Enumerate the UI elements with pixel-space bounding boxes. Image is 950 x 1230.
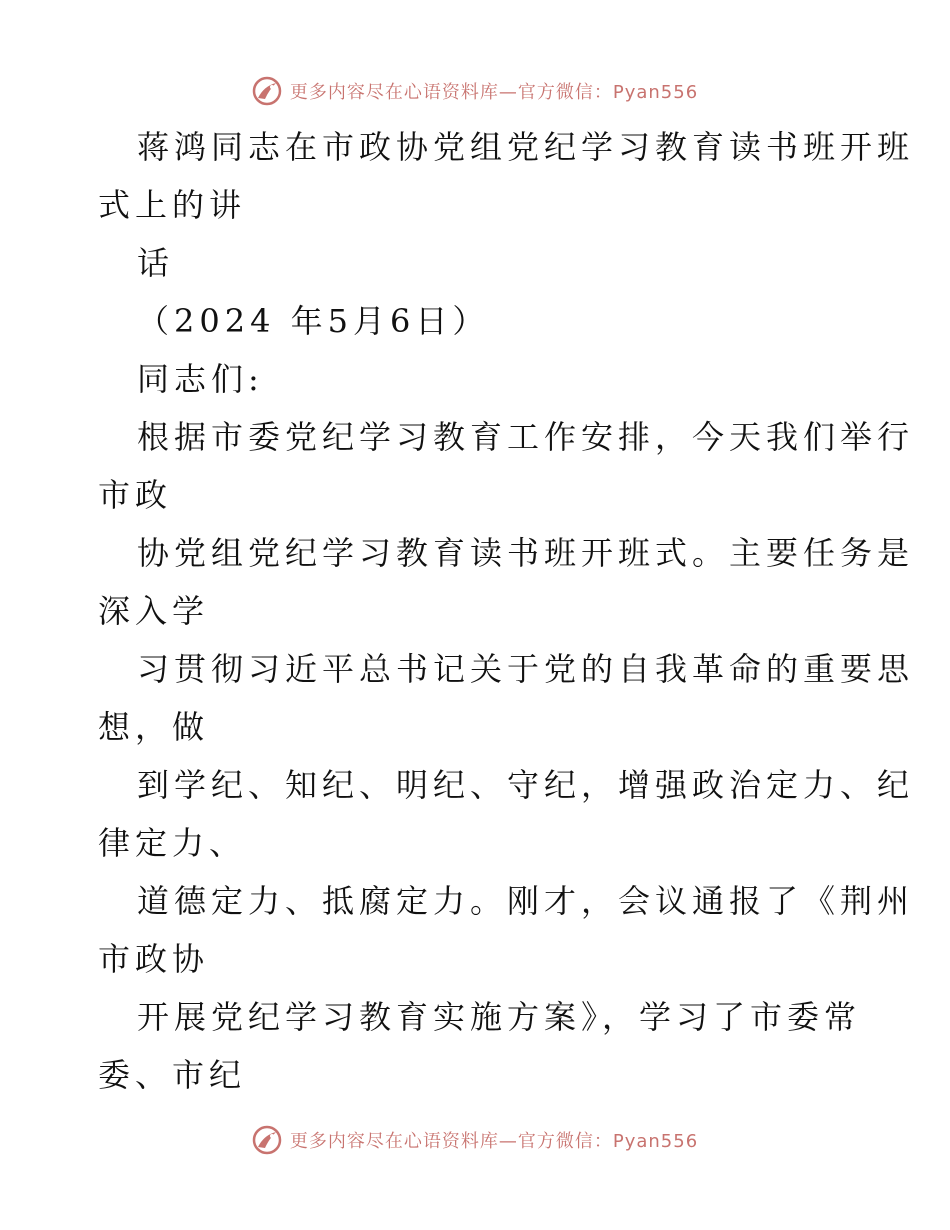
body-line: 到学纪、知纪、明纪、守纪，增强政治定力、纪 [137, 766, 915, 804]
salutation-line: 同志们: [137, 360, 264, 398]
watermark-text: 更多内容尽在心语资料库—官方微信：Pyan556 [289, 82, 699, 103]
body-line: 委、市纪 [98, 1056, 247, 1094]
body-line: 深入学 [98, 592, 210, 630]
body-line: 习贯彻习近平总书记关于党的自我革命的重要思 [137, 650, 915, 688]
title-line-3: 话 [137, 244, 175, 282]
body-line: 想，做 [98, 708, 210, 746]
date-line: （2024 年5月6日） [137, 302, 490, 340]
body-line: 市政 [98, 476, 173, 514]
body-line: 根据市委党纪学习教育工作安排，今天我们举行 [137, 418, 915, 456]
body-line: 开展党纪学习教育实施方案》，学习了市委常 [137, 998, 862, 1036]
watermark-text: 更多内容尽在心语资料库—官方微信：Pyan556 [289, 1131, 699, 1152]
body-line: 道德定力、抵腐定力。刚才，会议通报了《荆州 [137, 882, 915, 920]
title-line-2: 式上的讲 [98, 186, 247, 224]
body-line: 协党组党纪学习教育读书班开班式。主要任务是 [137, 534, 915, 572]
body-line: 市政协 [98, 940, 210, 978]
footer-watermark [0, 1120, 950, 1160]
pen-logo-icon [252, 1125, 282, 1155]
body-line: 律定力、 [98, 824, 247, 862]
title-line-1: 蒋鸿同志在市政协党组党纪学习教育读书班开班 [137, 128, 915, 166]
